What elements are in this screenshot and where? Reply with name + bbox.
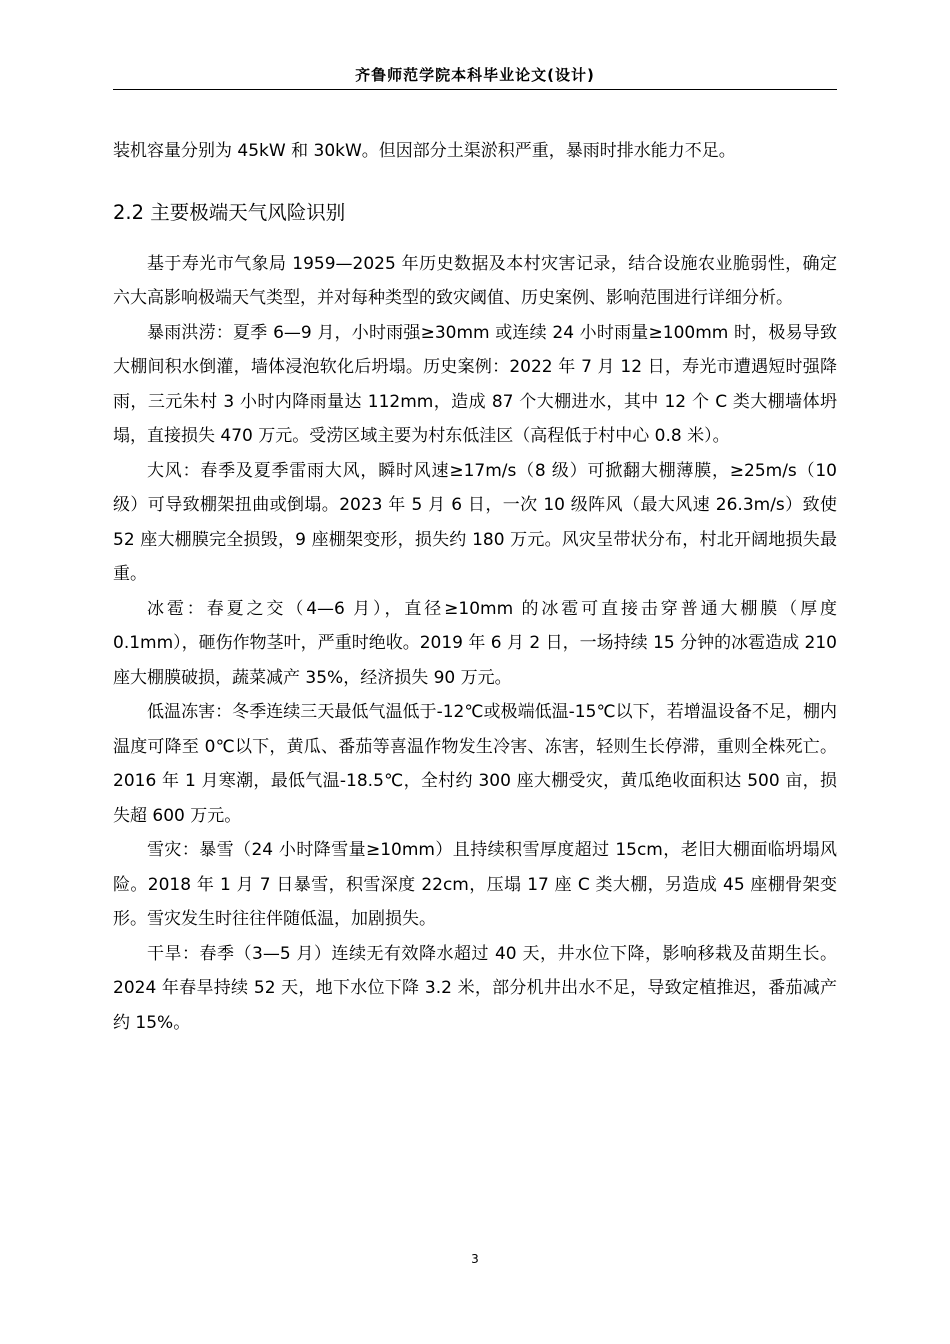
page-number: 3 (471, 1252, 479, 1266)
header-divider (113, 89, 837, 90)
paragraph-frost: 低温冻害：冬季连续三天最低气温低于-12℃或极端低温-15℃以下，若增温设备不足，棚内温度可降至 0℃以下，黄瓜、番茄等喜温作物发生冷害、冻害，轻则生长停滞，重则全株死亡。2016 年 1 月寒潮，最低气温-18.5℃，全村约 300 座大棚受灾，黄瓜绝收面积达 500 亩，损失超 600 万元。 (113, 702, 837, 826)
page-body (113, 134, 837, 1040)
paragraph-drought: 干旱：春季（3—5 月）连续无有效降水超过 40 天，井水位下降，影响移栽及苗期生长。2024 年春旱持续 52 天，地下水位下降 3.2 米，部分机井出水不足，导致定植推迟，番茄减产约 15%。 (113, 943, 837, 1033)
section-heading: 2.2 主要极端天气风险识别 (113, 200, 346, 224)
running-header: 齐鲁师范学院本科毕业论文(设计) (355, 66, 595, 84)
paragraph-rainstorm: 暴雨洪涝：夏季 6—9 月，小时雨强≥30mm 或连续 24 小时雨量≥100mm 时，极易导致大棚间积水倒灌，墙体浸泡软化后坍塌。历史案例：2022 年 7 月 12 日，寿光市遭遇短时强降雨，三元朱村 3 小时内降雨量达 112mm，造成 87 个大棚进水，其中 12 个 C 类大棚墙体坍塌，直接损失 470 万元。受涝区域主要为村东低洼区（高程低于村中心 0.8 米）。 (113, 322, 837, 446)
continuation-paragraph: 装机容量分别为 45kW 和 30kW。但因部分土渠淤积严重，暴雨时排水能力不足。 (113, 141, 736, 161)
paragraph-intro: 基于寿光市气象局 1959—2025 年历史数据及本村灾害记录，结合设施农业脆弱性，确定六大高影响极端天气类型，并对每种类型的致灾阈值、历史案例、影响范围进行详细分析。 (113, 253, 837, 308)
paragraph-snow: 雪灾：暴雪（24 小时降雪量≥10mm）且持续积雪厚度超过 15cm，老旧大棚面临坍塌风险。2018 年 1 月 7 日暴雪，积雪深度 22cm，压塌 17 座 C 类大棚，另造成 45 座棚骨架变形。雪灾发生时往往伴随低温，加剧损失。 (113, 840, 837, 929)
paragraph-hail: 冰雹：春夏之交（4—6 月），直径≥10mm 的冰雹可直接击穿普通大棚膜（厚度 0.1mm），砸伤作物茎叶，严重时绝收。2019 年 6 月 2 日，一场持续 15 分钟的冰雹造成 210 座大棚膜破损，蔬菜减产 35%，经济损失 90 万元。 (113, 598, 837, 688)
paragraph-wind: 大风：春季及夏季雷雨大风，瞬时风速≥17m/s（8 级）可掀翻大棚薄膜，≥25m/s（10 级）可导致棚架扭曲或倒塌。2023 年 5 月 6 日，一次 10 级阵风（最大风速 26.3m/s）致使 52 座大棚膜完全损毁，9 座棚架变形，损失约 180 万元。风灾呈带状分布，村北开阔地损失最重。 (113, 460, 837, 584)
